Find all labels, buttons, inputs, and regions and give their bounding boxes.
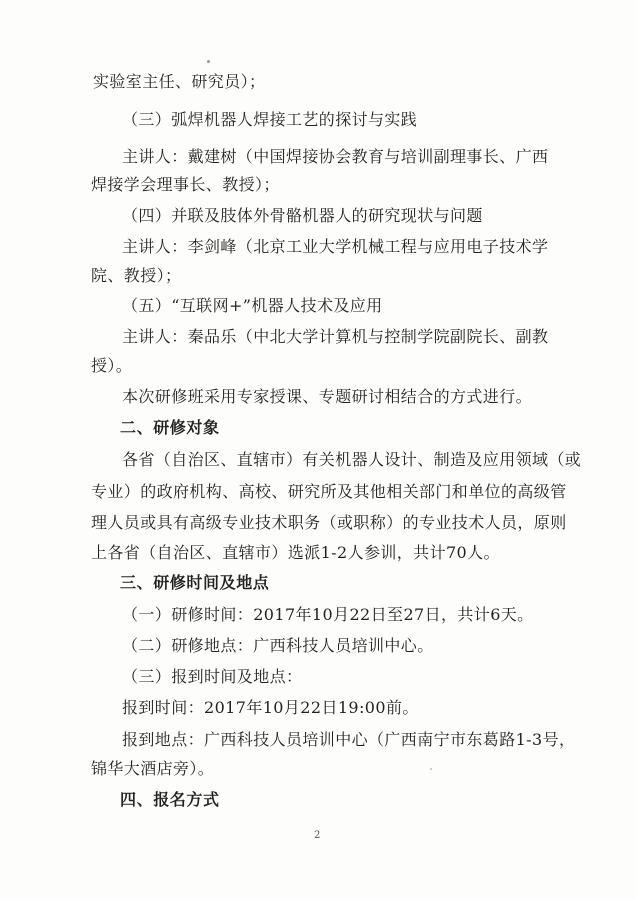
- text-line: 本次研修班采用专家授课、专题研讨相结合的方式进行。: [122, 387, 533, 406]
- text-line: 上各省（自治区、直辖市）选派1-2人参训，共计70人。: [91, 543, 500, 562]
- text-line: 主讲人：戴建树（中国焊接协会教育与培训副理事长、广西: [122, 147, 549, 166]
- text-line: （二）研修地点：广西科技人员培训中心。: [122, 636, 434, 655]
- text-line: 报到地点：广西科技人员培训中心（广西南宁市东葛路1-3号，: [122, 730, 576, 749]
- text-line: （五）“互联网+”机器人技术及应用: [122, 296, 383, 315]
- text-line: （三）报到时间及地点：: [122, 667, 303, 686]
- text-line: （一）研修时间：2017年10月22日至27日，共计6天。: [122, 605, 534, 624]
- section-heading: 二、研修对象: [120, 418, 220, 437]
- scan-speck: [207, 60, 210, 63]
- text-line: 专业）的政府机构、高校、研究所及其他相关部门和单位的高级管: [91, 482, 567, 501]
- scan-speck: [430, 768, 432, 770]
- text-line: 理人员或具有高级专业技术职务（或职称）的专业技术人员，原则: [91, 513, 567, 532]
- text-line: 焊接学会理事长、教授）；: [91, 175, 280, 194]
- section-heading: 三、研修时间及地点: [120, 573, 270, 592]
- page-number: 2: [314, 830, 321, 841]
- text-line: 主讲人：李剑峰（北京工业大学机械工程与应用电子技术学: [122, 237, 549, 256]
- text-line: 各省（自治区、直辖市）有关机器人设计、制造及应用领域（或: [122, 450, 582, 469]
- text-line: 主讲人：秦品乐（中北大学计算机与控制学院副院长、副教: [122, 327, 549, 346]
- text-line: 实验室主任、研究员）；: [93, 72, 266, 91]
- text-line: 锦华大酒店旁）。: [91, 759, 215, 778]
- text-line: 院、教授）；: [91, 266, 182, 285]
- text-line: 报到时间：2017年10月22日19:00前。: [122, 698, 419, 717]
- text-line: （三）弧焊机器人焊接工艺的探讨与实践: [122, 110, 418, 129]
- section-heading: 四、报名方式: [120, 790, 220, 809]
- text-line: 授）。: [91, 356, 133, 375]
- text-line: （四）并联及肢体外骨骼机器人的研究现状与问题: [122, 206, 483, 225]
